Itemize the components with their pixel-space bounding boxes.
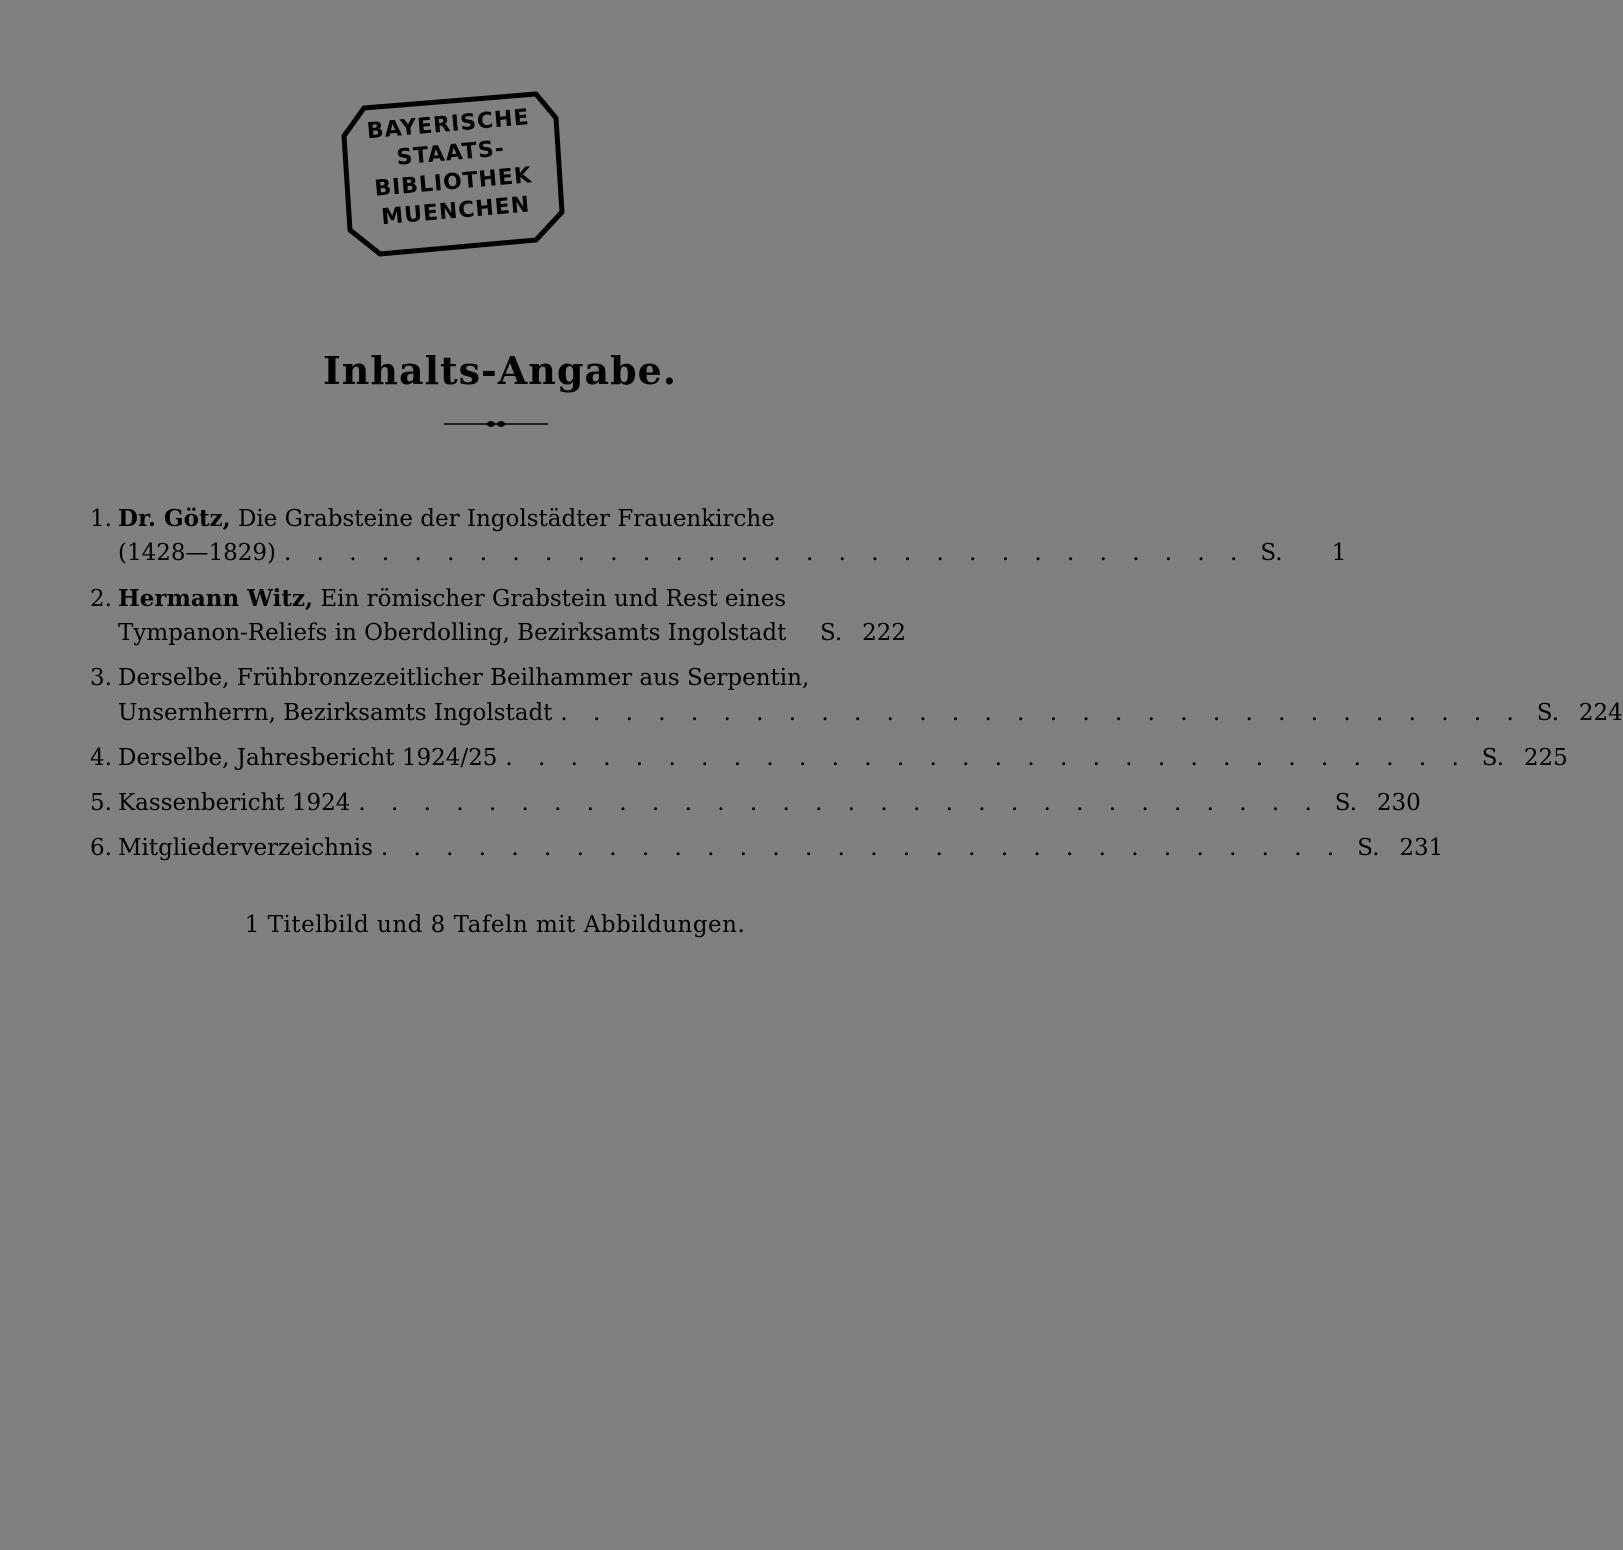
page-prefix: S. [1481,745,1505,771]
page-number: 222 [862,620,906,646]
divider-ornament-icon [444,416,548,432]
entry-number: 5. [90,790,112,816]
entry-number: 3. [90,665,112,691]
page-prefix: S. [1334,790,1358,816]
page-prefix: S. [1357,835,1380,861]
entry-number: 4. [90,745,112,771]
leader-dots: . . . . . . . . . . . . . . . . . . . . . . . . . . . . . . [284,540,1247,566]
stamp-line: BAYERISCHE [365,105,531,145]
table-of-contents [80,505,1623,870]
page-title: Inhalts-Angabe. [322,348,678,393]
page-number: 231 [1399,835,1444,861]
leader-dots: . . . . . . . . . . . . . . . . . . . . . . . . . . . . . . [380,835,1344,861]
toc-entry [80,745,1568,780]
library-stamp [340,90,562,255]
stamp-line: STAATS- [395,136,506,171]
entry-title: Mitgliederverzeichnis [118,835,373,861]
entry-title-continued: Tympanon-Reliefs in Oberdolling, Bezirksamts Ingolstadt [118,620,787,646]
page-prefix: S. [1260,540,1283,566]
entry-author: Hermann Witz, [118,585,314,612]
toc-entry [80,790,1421,825]
entry-title-continued: Unsernherrn, Bezirksamts Ingolstadt [118,700,553,726]
toc-entry [80,505,1347,575]
illustrations-note: 1 Titelbild und 8 Tafeln mit Abbildungen. [244,912,746,938]
entry-title: Die Grabsteine der Ingolstädter Frauenkirche [230,506,775,532]
page-number: 1 [1331,540,1347,566]
toc-entry [80,665,1623,735]
page-number: 224 [1578,700,1623,726]
entry-number: 2. [90,586,112,612]
page-number: 230 [1376,790,1421,816]
entry-number: 6. [90,835,112,861]
entry-title: Kassenbericht 1924 [118,790,351,816]
entry-title-continued: (1428—1829) [118,540,277,566]
leader-dots: . . . . . . . . . . . . . . . . . . . . . . . . . . . . . . [358,790,1321,816]
toc-entry [80,835,1444,870]
entry-author: Dr. Götz, [118,505,231,532]
stamp-line: BIBLIOTHEK [373,163,534,202]
toc-entry [80,585,906,655]
page-number: 225 [1523,745,1568,771]
entry-number: 1. [90,506,112,532]
page-prefix: S. [1536,700,1560,726]
entry-title: Ein römischer Grabstein und Rest eines [313,586,787,612]
leader-dots: . . . . . . . . . . . . . . . . . . . . . . . . . . . . . . [505,745,1468,771]
entry-title: Derselbe, Frühbronzezeitlicher Beilhammer aus Serpentin, [118,665,810,691]
entry-title: Derselbe, Jahresbericht 1924/25 [118,745,498,771]
stamp-text [349,102,554,235]
stamp-line: MUENCHEN [380,192,532,231]
page-prefix: S. [820,620,843,646]
leader-dots: . . . . . . . . . . . . . . . . . . . . . . . . . . . . . . [560,700,1523,726]
